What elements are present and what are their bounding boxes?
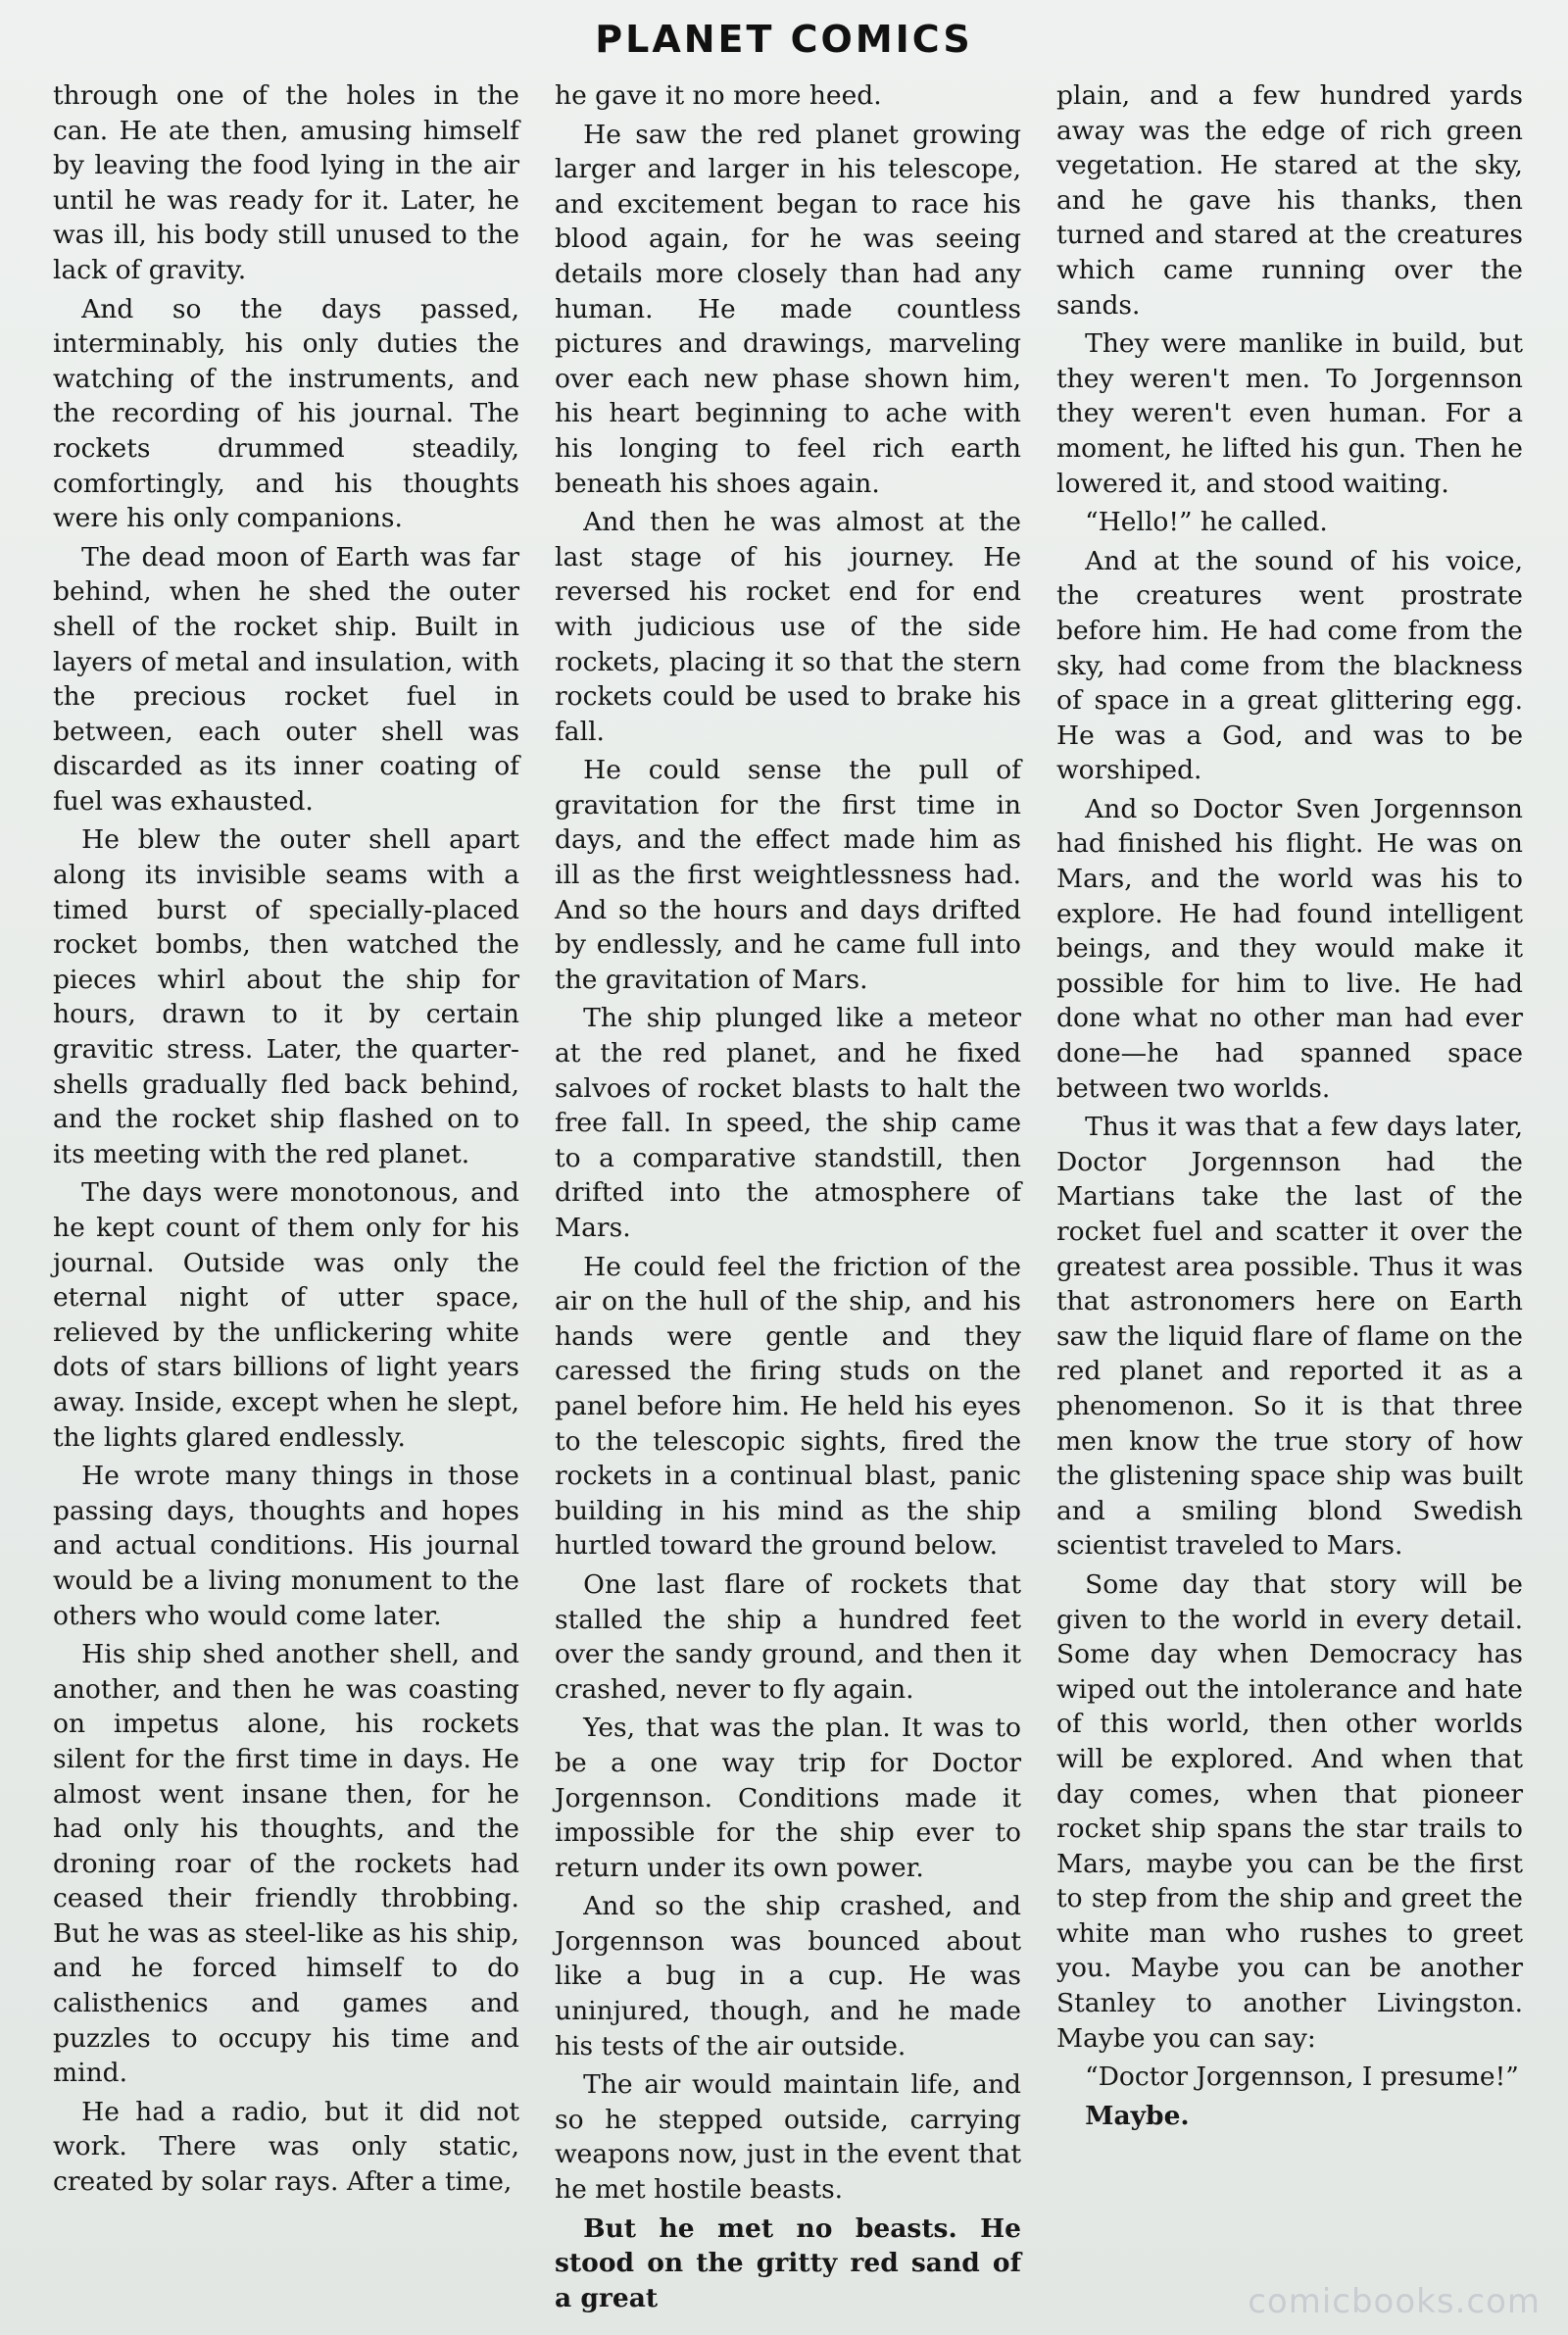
- paragraph: One last flare of rockets that stalled the ship a hundred feet over the sandy ground, and then it crashed, never to fly again.: [555, 1568, 1021, 1705]
- paragraph: through one of the holes in the can. He ate then, amusing himself by leaving the food lying in the air until he was ready for it. Later, he was ill, his body still unused to the lack of gravity.: [53, 80, 519, 285]
- paragraph: The air would maintain life, and so he stepped outside, carrying weapons now, just in the event that he met hostile beasts.: [555, 2069, 1021, 2206]
- dialogue-line: “Hello!” he called.: [1085, 507, 1328, 538]
- paragraph: He wrote many things in those passing days, thoughts and hopes and actual conditions. His journal would be a living monument to the others who would come later.: [53, 1461, 519, 1631]
- column-3: [1056, 78, 1523, 2284]
- paragraph: And then he was almost at the last stage of his journey. He reversed his rocket end for end with judicious use of the side rockets, placing it so that the stern rockets could be used to brake his fall.: [555, 507, 1021, 747]
- paragraph: And at the sound of his voice, the creatures went prostrate before him. He had come from the sky, had come from the blackness of space in a great glittering egg. He was a God, and was to be worshiped.: [1056, 545, 1523, 786]
- paragraph: He could sense the pull of gravitation for the first time in days, and the effect made him as ill as the first weightlessness had. And so the hours and days drifted by endlessly, and he came full into the gravitation of Mars.: [555, 755, 1021, 995]
- column-2: [555, 78, 1021, 2313]
- paragraph: The days were monotonous, and he kept count of them only for his journal. Outside was only the eternal night of utter space, relieved by the unflickering white dots of stars billions of light years away. Inside, except when he slept, the lights glared endlessly.: [53, 1177, 519, 1453]
- paragraph: Yes, that was the plan. It was to be a one way trip for Doctor Jorgennson. Conditions made it impossible for the ship ever to return under its own power.: [555, 1713, 1021, 1883]
- paragraph: They were manlike in build, but they weren't men. To Jorgennson they weren't even human. For a moment, he lifted his gun. Then he lowered it, and stood waiting.: [1056, 328, 1523, 499]
- paragraph: The dead moon of Earth was far behind, when he shed the outer shell of the rocket ship. Built in layers of metal and insulation, with the precious rocket fuel in between, each outer shell was discarded as its inner coating of fuel was exhausted.: [53, 541, 519, 817]
- closing-line: Maybe.: [1085, 2100, 1190, 2131]
- paragraph: The ship plunged like a meteor at the red planet, and he fixed salvoes of rocket blasts to halt the free fall. In speed, the ship came to a comparative standstill, then drifted into the atmosphere of Mars.: [555, 1003, 1021, 1243]
- paragraph: And so the days passed, interminably, his only duties the watching of the instruments, and the recording of his journal. The rockets drummed steadily, comfortingly, and his thoughts were his only companions.: [53, 293, 519, 534]
- paragraph: And so the ship crashed, and Jorgennson was bounced about like a bug in a cup. He was uninjured, though, and he made his tests of the air outside.: [555, 1891, 1021, 2062]
- paragraph: He blew the outer shell apart along its invisible seams with a timed burst of specially-placed rocket bombs, then watched the pieces whirl about the ship for hours, drawn to it by certain gravitic stress. Later, the quarter-shells gradually fled back behind, and the rocket ship flashed on to its meeting with the red planet.: [53, 824, 519, 1169]
- paragraph: Thus it was that a few days later, Doctor Jorgennson had the Martians take the last of the rocket fuel and scatter it over the greatest area possible. Thus it was that astronomers here on Earth saw the liquid flare of flame on the red planet and reported it as a phenomenon. So it is that three men know the true story of how the glistening space ship was built and a smiling blond Swedish scientist traveled to Mars.: [1056, 1112, 1523, 1562]
- paragraph: His ship shed another shell, and another, and then he was coasting on impetus alone, his rockets silent for the first time in days. He almost went insane then, for he had only his thoughts, and the droning roar of the rockets had ceased their friendly throbbing. But he was as steel-like as his ship, and he forced himself to do calisthenics and games and puzzles to occupy his time and mind.: [53, 1639, 519, 2089]
- paragraph: He saw the red planet growing larger and larger in his telescope, and excitement began to race his blood again, for he was seeing details more closely than had any human. He made countless pictures and drawings, marveling over each new phase shown him, his heart beginning to ache with his longing to feel rich earth beneath his shoes again.: [555, 119, 1021, 499]
- paragraph: He could feel the friction of the air on the hull of the ship, and his hands were gentle and they caressed the firing studs on the panel before him. He held his eyes to the telescopic sights, fired the rockets in a continual blast, panic building in his mind as the ship hurtled toward the ground below.: [555, 1251, 1021, 1562]
- paragraph: he gave it no more heed.: [555, 80, 882, 111]
- paragraph: Some day that story will be given to the world in every detail. Some day when Democracy has wiped out the intolerance and hate of this world, then other worlds will be explored. And when that day comes, when that pioneer rocket ship spans the star trails to Mars, maybe you can be the first to step from the ship and greet the white man who rushes to greet you. Maybe you can be another Stanley to another Livingston. Maybe you can say:: [1056, 1568, 1523, 2054]
- paragraph: He had a radio, but it did not work. There was only static, created by solar rays. After a time,: [53, 2096, 519, 2198]
- paragraph: But he met no beasts. He stood on the gritty red sand of a great: [555, 2212, 1021, 2313]
- page-title: PLANET COMICS: [595, 18, 973, 61]
- paragraph: plain, and a few hundred yards away was the edge of rich green vegetation. He stared at the sky, and he gave his thanks, then turned and stared at the creatures which came running over the sands.: [1056, 80, 1523, 321]
- column-1: [53, 78, 519, 2284]
- dialogue-line: “Doctor Jorgennson, I presume!”: [1085, 2062, 1519, 2093]
- site-watermark: comicbooks.com: [1248, 2282, 1541, 2321]
- paragraph: And so Doctor Sven Jorgennson had finished his flight. He was on Mars, and the world was his to explore. He had found intelligent beings, and they would make it possible for him to live. He had done what no other man had ever done—he had spanned space between two worlds.: [1056, 793, 1523, 1104]
